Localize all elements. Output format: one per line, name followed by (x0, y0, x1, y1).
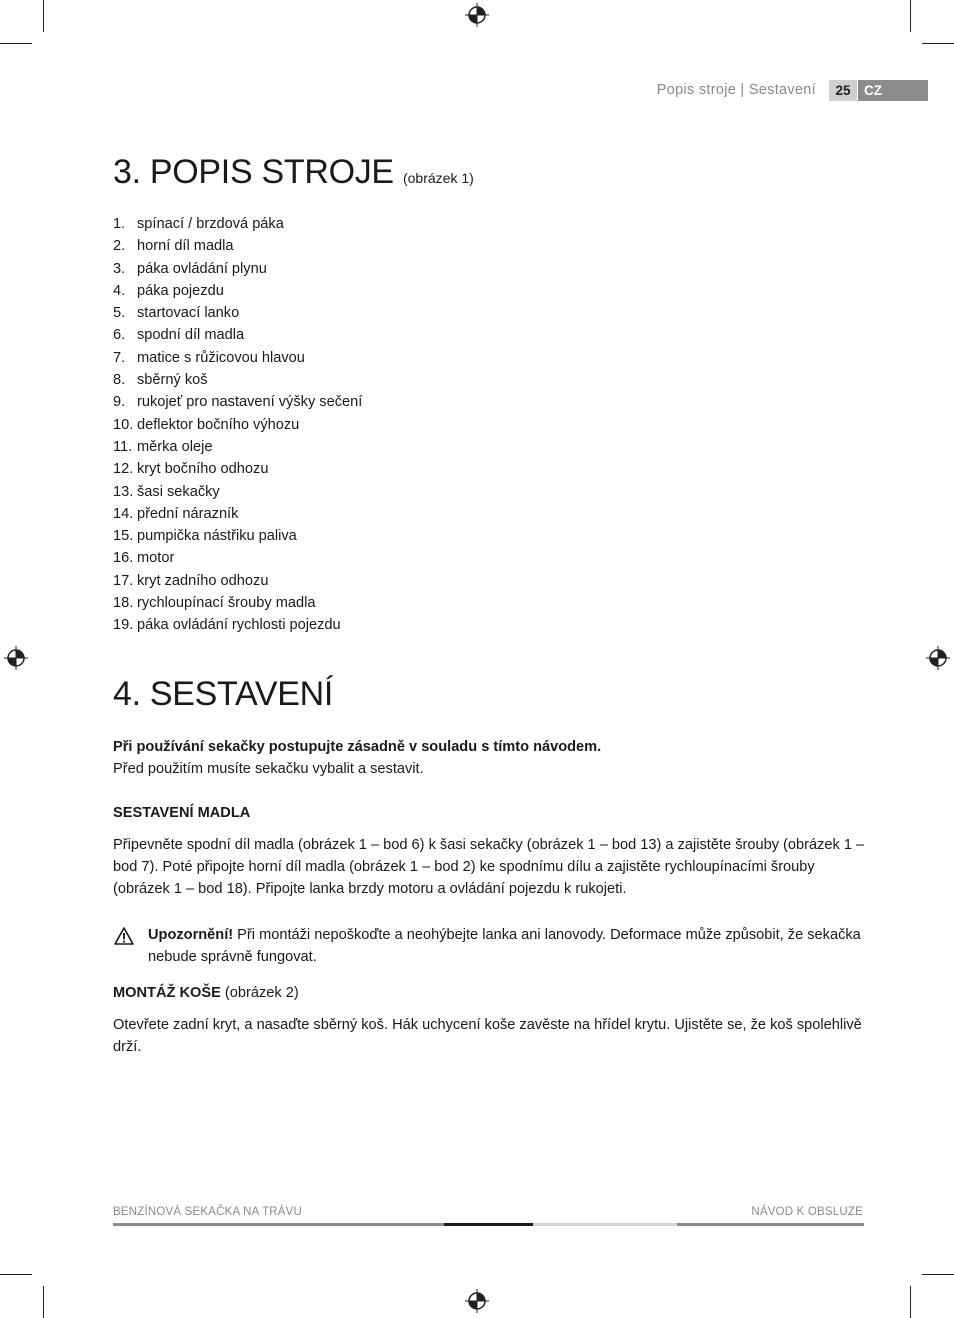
list-item (113, 369, 362, 391)
basket-assembly-text: Otevřete zadní kryt, a nasaďte sběrný koš. Hák uchycení koše zavěste na hřídel krytu. Ujistěte se, že koš spolehlivě drží. (113, 1017, 862, 1055)
list-item-number: 18. (113, 595, 134, 612)
list-item-number: 16. (113, 550, 134, 567)
list-item-text: páka pojezdu (137, 282, 224, 299)
list-item (113, 458, 362, 480)
footer-bar-segment (444, 1223, 533, 1226)
crop-mark (922, 43, 954, 44)
registration-mark-icon (4, 646, 28, 670)
footer-manual-label: NÁVOD K OBSLUZE (751, 1206, 863, 1218)
list-item-number: 10. (113, 416, 134, 433)
basket-figure-ref: (obrázek 2) (220, 985, 299, 1001)
list-item (113, 391, 362, 413)
list-item-text: přední nárazník (137, 505, 239, 522)
list-item-number: 9. (113, 394, 126, 411)
list-item-number: 13. (113, 483, 134, 500)
list-item-number: 19. (113, 617, 134, 634)
list-item-text: kryt zadního odhozu (137, 572, 269, 589)
list-item-number: 15. (113, 528, 134, 545)
list-item-number: 11. (113, 438, 133, 455)
footer-bar-segment (533, 1223, 677, 1226)
list-item-number: 4. (113, 282, 126, 299)
crop-mark (43, 0, 44, 32)
crop-mark (922, 1274, 954, 1275)
handle-assembly-text: Připevněte spodní díl madla (obrázek 1 – bod 6) k šasi sekačky (obrázek 1 – bod 13) a zajistěte šrouby (obrázek 1 – bod 7). Poté připojte horní díl madla (obrázek 1 – bod 2) ke spodnímu dílu a zajistěte rychloupínacími šrouby (obrázek 1 – bod 18). Připojte lanka brzdy motoru a ovládání pojezdu k rukojeti. (113, 837, 865, 897)
crop-mark (0, 1274, 32, 1275)
list-item (113, 570, 362, 592)
list-item-text: motor (137, 550, 175, 567)
list-item-number: 2. (113, 238, 126, 255)
list-item-text: páka ovládání plynu (137, 260, 267, 277)
list-item-text: pumpička nástřiku paliva (137, 528, 297, 545)
list-item-number: 3. (113, 260, 126, 277)
list-item-text: rychloupínací šrouby madla (137, 595, 316, 612)
basket-heading-text: MONTÁŽ KOŠE (113, 985, 221, 1001)
list-item (113, 258, 362, 280)
list-item-number: 6. (113, 327, 126, 344)
header-breadcrumb: Popis stroje | Sestavení (656, 82, 816, 98)
list-item (113, 280, 362, 302)
list-item-number: 8. (113, 372, 126, 389)
intro-bold-text: Při používání sekačky postupujte zásadně v souladu s tímto návodem. (113, 739, 602, 755)
list-item-text: spodní díl madla (137, 327, 245, 344)
list-item (113, 547, 362, 569)
warning-note (148, 924, 863, 968)
list-item-text: měrka oleje (137, 438, 213, 455)
list-item-text: páka ovládání rychlosti pojezdu (137, 617, 341, 634)
list-item-number: 14. (113, 505, 134, 522)
intro-paragraph (113, 736, 865, 780)
section-4-title: 4. SESTAVENÍ (113, 675, 333, 713)
list-item-number: 17. (113, 572, 134, 589)
list-item (113, 347, 362, 369)
crop-mark (0, 43, 32, 44)
warning-text: Při montáži nepoškoďte a neohýbejte lanka ani lanovody. Deformace může způsobit, že sekačka nebude správně fungovat. (148, 927, 861, 965)
list-item-text: matice s růžicovou hlavou (137, 349, 305, 366)
parts-list (113, 213, 362, 637)
list-item (113, 436, 362, 458)
section-3-title: 3. POPIS STROJE (113, 153, 394, 191)
list-item (113, 235, 362, 257)
list-item (113, 324, 362, 346)
list-item (113, 414, 362, 436)
warning-label: Upozornění! (148, 927, 234, 943)
list-item-text: deflektor bočního výhozu (137, 416, 300, 433)
warning-icon (114, 927, 134, 945)
list-item-text: šasi sekačky (137, 483, 220, 500)
list-item-text: sběrný koš (137, 372, 208, 389)
list-item-number: 5. (113, 305, 126, 322)
registration-mark-icon (465, 3, 489, 27)
list-item-text: horní díl madla (137, 238, 234, 255)
list-item-number: 7. (113, 349, 126, 366)
crop-mark (43, 1286, 44, 1318)
list-item-number: 12. (113, 461, 134, 478)
list-item-text: startovací lanko (137, 305, 240, 322)
crop-mark (910, 0, 911, 32)
list-item-text: kryt bočního odhozu (137, 461, 269, 478)
handle-assembly-heading: SESTAVENÍ MADLA (113, 805, 251, 821)
list-item-text: spínací / brzdová páka (137, 216, 284, 232)
intro-text: Před použitím musíte sekačku vybalit a sestavit. (113, 761, 424, 777)
list-item (113, 481, 362, 503)
list-item (113, 525, 362, 547)
footer-bar-segment (677, 1223, 864, 1226)
list-item (113, 503, 362, 525)
list-item (113, 614, 362, 636)
crop-mark (910, 1286, 911, 1318)
footer-bar-segment (113, 1223, 444, 1226)
list-item-number: 1. (113, 216, 126, 232)
basket-assembly-heading (113, 985, 299, 1001)
list-item (113, 592, 362, 614)
registration-mark-icon (926, 646, 950, 670)
language-badge: CZ (858, 80, 928, 101)
list-item (113, 302, 362, 324)
section-3-heading (113, 153, 474, 192)
section-3-figure-ref: (obrázek 1) (402, 170, 474, 186)
list-item-text: rukojeť pro nastavení výšky sečení (137, 394, 363, 411)
footer-product-name: BENZÍNOVÁ SEKAČKA NA TRÁVU (113, 1206, 303, 1218)
registration-mark-icon (465, 1289, 489, 1313)
list-item (113, 213, 362, 235)
page-number: 25 (829, 80, 857, 101)
